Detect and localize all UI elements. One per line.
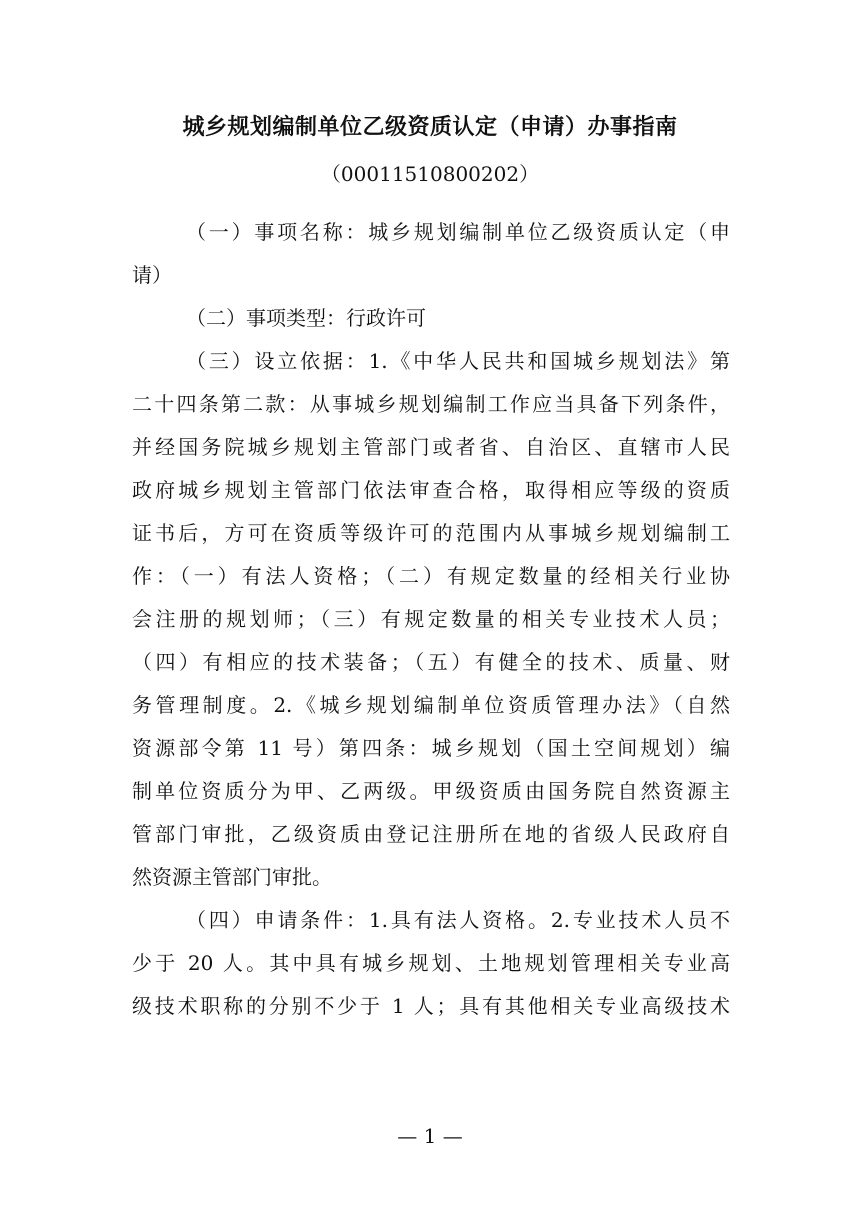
body-line: 政府城乡规划主管部门依法审查合格，取得相应等级的资质 xyxy=(132,478,730,502)
body-line: （一）事项名称：城乡规划编制单位乙级资质认定（申 xyxy=(186,220,730,244)
body-line: （四）有相应的技术装备；（五）有健全的技术、质量、财 xyxy=(132,650,730,674)
body-line: 然资源主管部门审批。 xyxy=(132,865,332,889)
body-line: 请） xyxy=(132,263,172,287)
body-line: （三）设立依据：1.《中华人民共和国城乡规划法》第 xyxy=(186,349,730,373)
body-line: 务管理制度。2.《城乡规划编制单位资质管理办法》（自然 xyxy=(132,693,730,717)
body-line: 制单位资质分为甲、乙两级。甲级资质由国务院自然资源主 xyxy=(132,779,730,803)
body-line: （二）事项类型：行政许可 xyxy=(186,306,426,330)
page-number: — 1 — xyxy=(397,1124,463,1148)
document-title: 城乡规划编制单位乙级资质认定（申请）办事指南 xyxy=(182,114,678,140)
body-line: 资源部令第 11 号）第四条：城乡规划（国土空间规划）编 xyxy=(132,736,730,760)
body-line: 证书后，方可在资质等级许可的范围内从事城乡规划编制工 xyxy=(132,521,730,545)
body-line: 级技术职称的分别不少于 1 人；具有其他相关专业高级技术 xyxy=(132,994,730,1018)
body-line: 少于 20 人。其中具有城乡规划、土地规划管理相关专业高 xyxy=(132,951,730,975)
body-line: 作：（一）有法人资格；（二）有规定数量的经相关行业协 xyxy=(132,564,730,588)
body-line: 并经国务院城乡规划主管部门或者省、自治区、直辖市人民 xyxy=(132,435,730,459)
document-code: （00011510800202） xyxy=(320,162,540,186)
body-line: （四）申请条件：1.具有法人资格。2.专业技术人员不 xyxy=(186,908,730,932)
body-line: 管部门审批，乙级资质由登记注册所在地的省级人民政府自 xyxy=(132,822,730,846)
body-line: 会注册的规划师；（三）有规定数量的相关专业技术人员； xyxy=(132,607,730,631)
body-line: 二十四条第二款：从事城乡规划编制工作应当具备下列条件， xyxy=(132,392,730,416)
